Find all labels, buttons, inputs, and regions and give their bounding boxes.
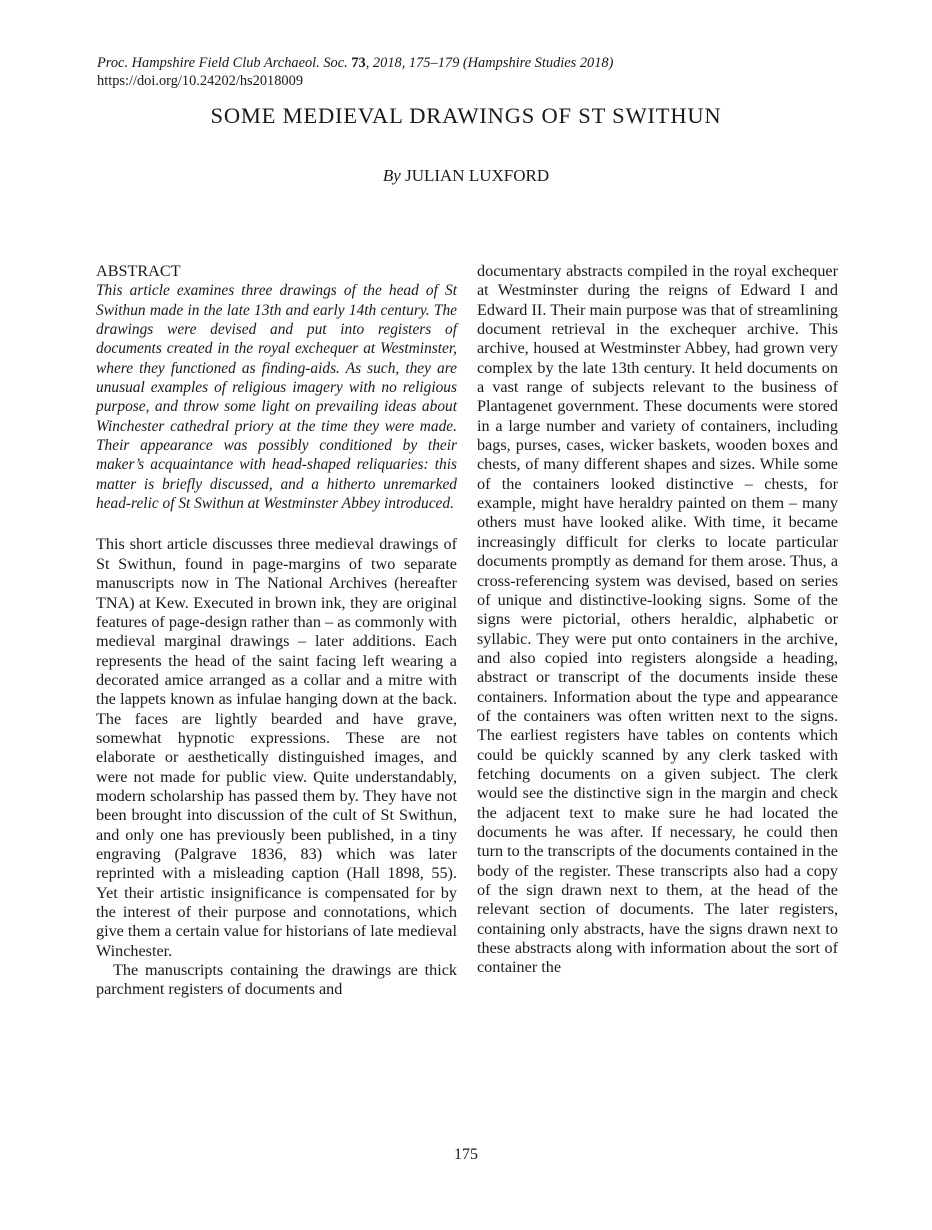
citation-prefix: Proc. Hampshire Field Club Archaeol. Soc. (97, 55, 352, 71)
body-paragraph-1: This short article discusses three medieval drawings of St Swithun, found in page-margins of two separate manuscripts now in The National Archives (hereafter TNA) at Kew. Executed in brown ink, they are original features of page-design rather than – as commonly with medieval marginal drawings – later additions. Each represents the head of the saint facing left wearing a decorated amice arranged as a collar and a mitre with the lappets known as infulae hanging down at the back. The faces are lightly bearded and have grave, somewhat hypnotic expressions. These are not elaborate or aesthetically distinguished images, and were not made for public view. Quite understandably, modern scholarship has passed them by. They have not been brought into discussion of the cult of St Swithun, and only one has previously been published, in a tiny engraving (Palgrave 1836, 83) which was later reprinted with a misleading caption (Hall 1898, 55). Yet their artistic insignificance is compensated for by the interest of their purpose and connotations, which give them a certain value for historians of late medieval Winchester. (96, 535, 457, 960)
byline-by: By (382, 166, 401, 185)
abstract-heading: ABSTRACT (96, 262, 181, 280)
citation-suffix: , 2018, 175–179 (Hampshire Studies 2018) (365, 55, 614, 71)
doi-link[interactable]: https://doi.org/10.24202/hs2018009 (97, 73, 304, 89)
left-column (96, 262, 457, 1000)
article-title: SOME MEDIEVAL DRAWINGS OF ST SWITHUN (210, 103, 722, 128)
body-paragraph-2: The manuscripts containing the drawings are thick parchment registers of documents and (96, 961, 457, 999)
author-name: JULIAN LUXFORD (405, 166, 550, 185)
byline (0, 166, 932, 186)
right-column (477, 262, 838, 978)
body-paragraph-2-continued: documentary abstracts compiled in the royal exchequer at Westminster during the reigns of Edward I and Edward II. Their main purpose was that of streamlining document retrieval in the exchequer archive. This archive, housed at Westminster Abbey, had grown very complex by the late 13th century. It held documents on a vast range of subjects relevant to the business of Plantagenet government. These documents were stored in a large number and variety of containers, including bags, purses, cases, wicker baskets, wooden boxes and chests, of many different shapes and sizes. While some of the containers looked distinctive – chests, for example, might have heraldry painted on them – many others must have looked alike. With time, it became increasingly difficult for clerks to locate particular documents promptly as demand for them arose. Thus, a cross-referencing system was devised, based on series of unique and distinctive-looking signs. Some of the signs were pictorial, others heraldic, alphabetic or syllabic. They were put onto containers in the archive, and also copied into registers alongside a heading, abstract or transcript of the documents inside these containers. Information about the type and appearance of the containers was often written next to the signs. The earliest registers have tables on contents which could be quickly scanned by any clerk tasked with fetching documents on a given subject. The clerk would see the distinctive sign in the margin and check the adjacent text to make sure he had located the documents he was after. If necessary, he could then turn to the transcripts of the documents contained in the body of the register. These transcripts also had a copy of the sign drawn next to them, at the head of the relevant section of documents. The later registers, containing only abstracts, have the signs drawn next to these abstracts along with information about the sort of container the (477, 262, 838, 977)
citation-volume: 73 (351, 55, 366, 71)
journal-citation (97, 54, 613, 90)
page-number: 175 (454, 1146, 478, 1163)
abstract-text: This article examines three drawings of the head of St Swithun made in the late 13th and early 14th century. The drawings were devised and put into registers of documents created in the royal exchequer at Westminster, where they functioned as finding-aids. As such, they are unusual examples of religious imagery with no religious purpose, and throw some light on prevailing ideas about Winchester cathedral priory at the time they were made. Their appearance was possibly conditioned by their maker’s acquaintance with head-shaped reliquaries: this matter is briefly discussed, and a hitherto unremarked head-relic of St Swithun at Westminster Abbey introduced. (96, 282, 457, 513)
